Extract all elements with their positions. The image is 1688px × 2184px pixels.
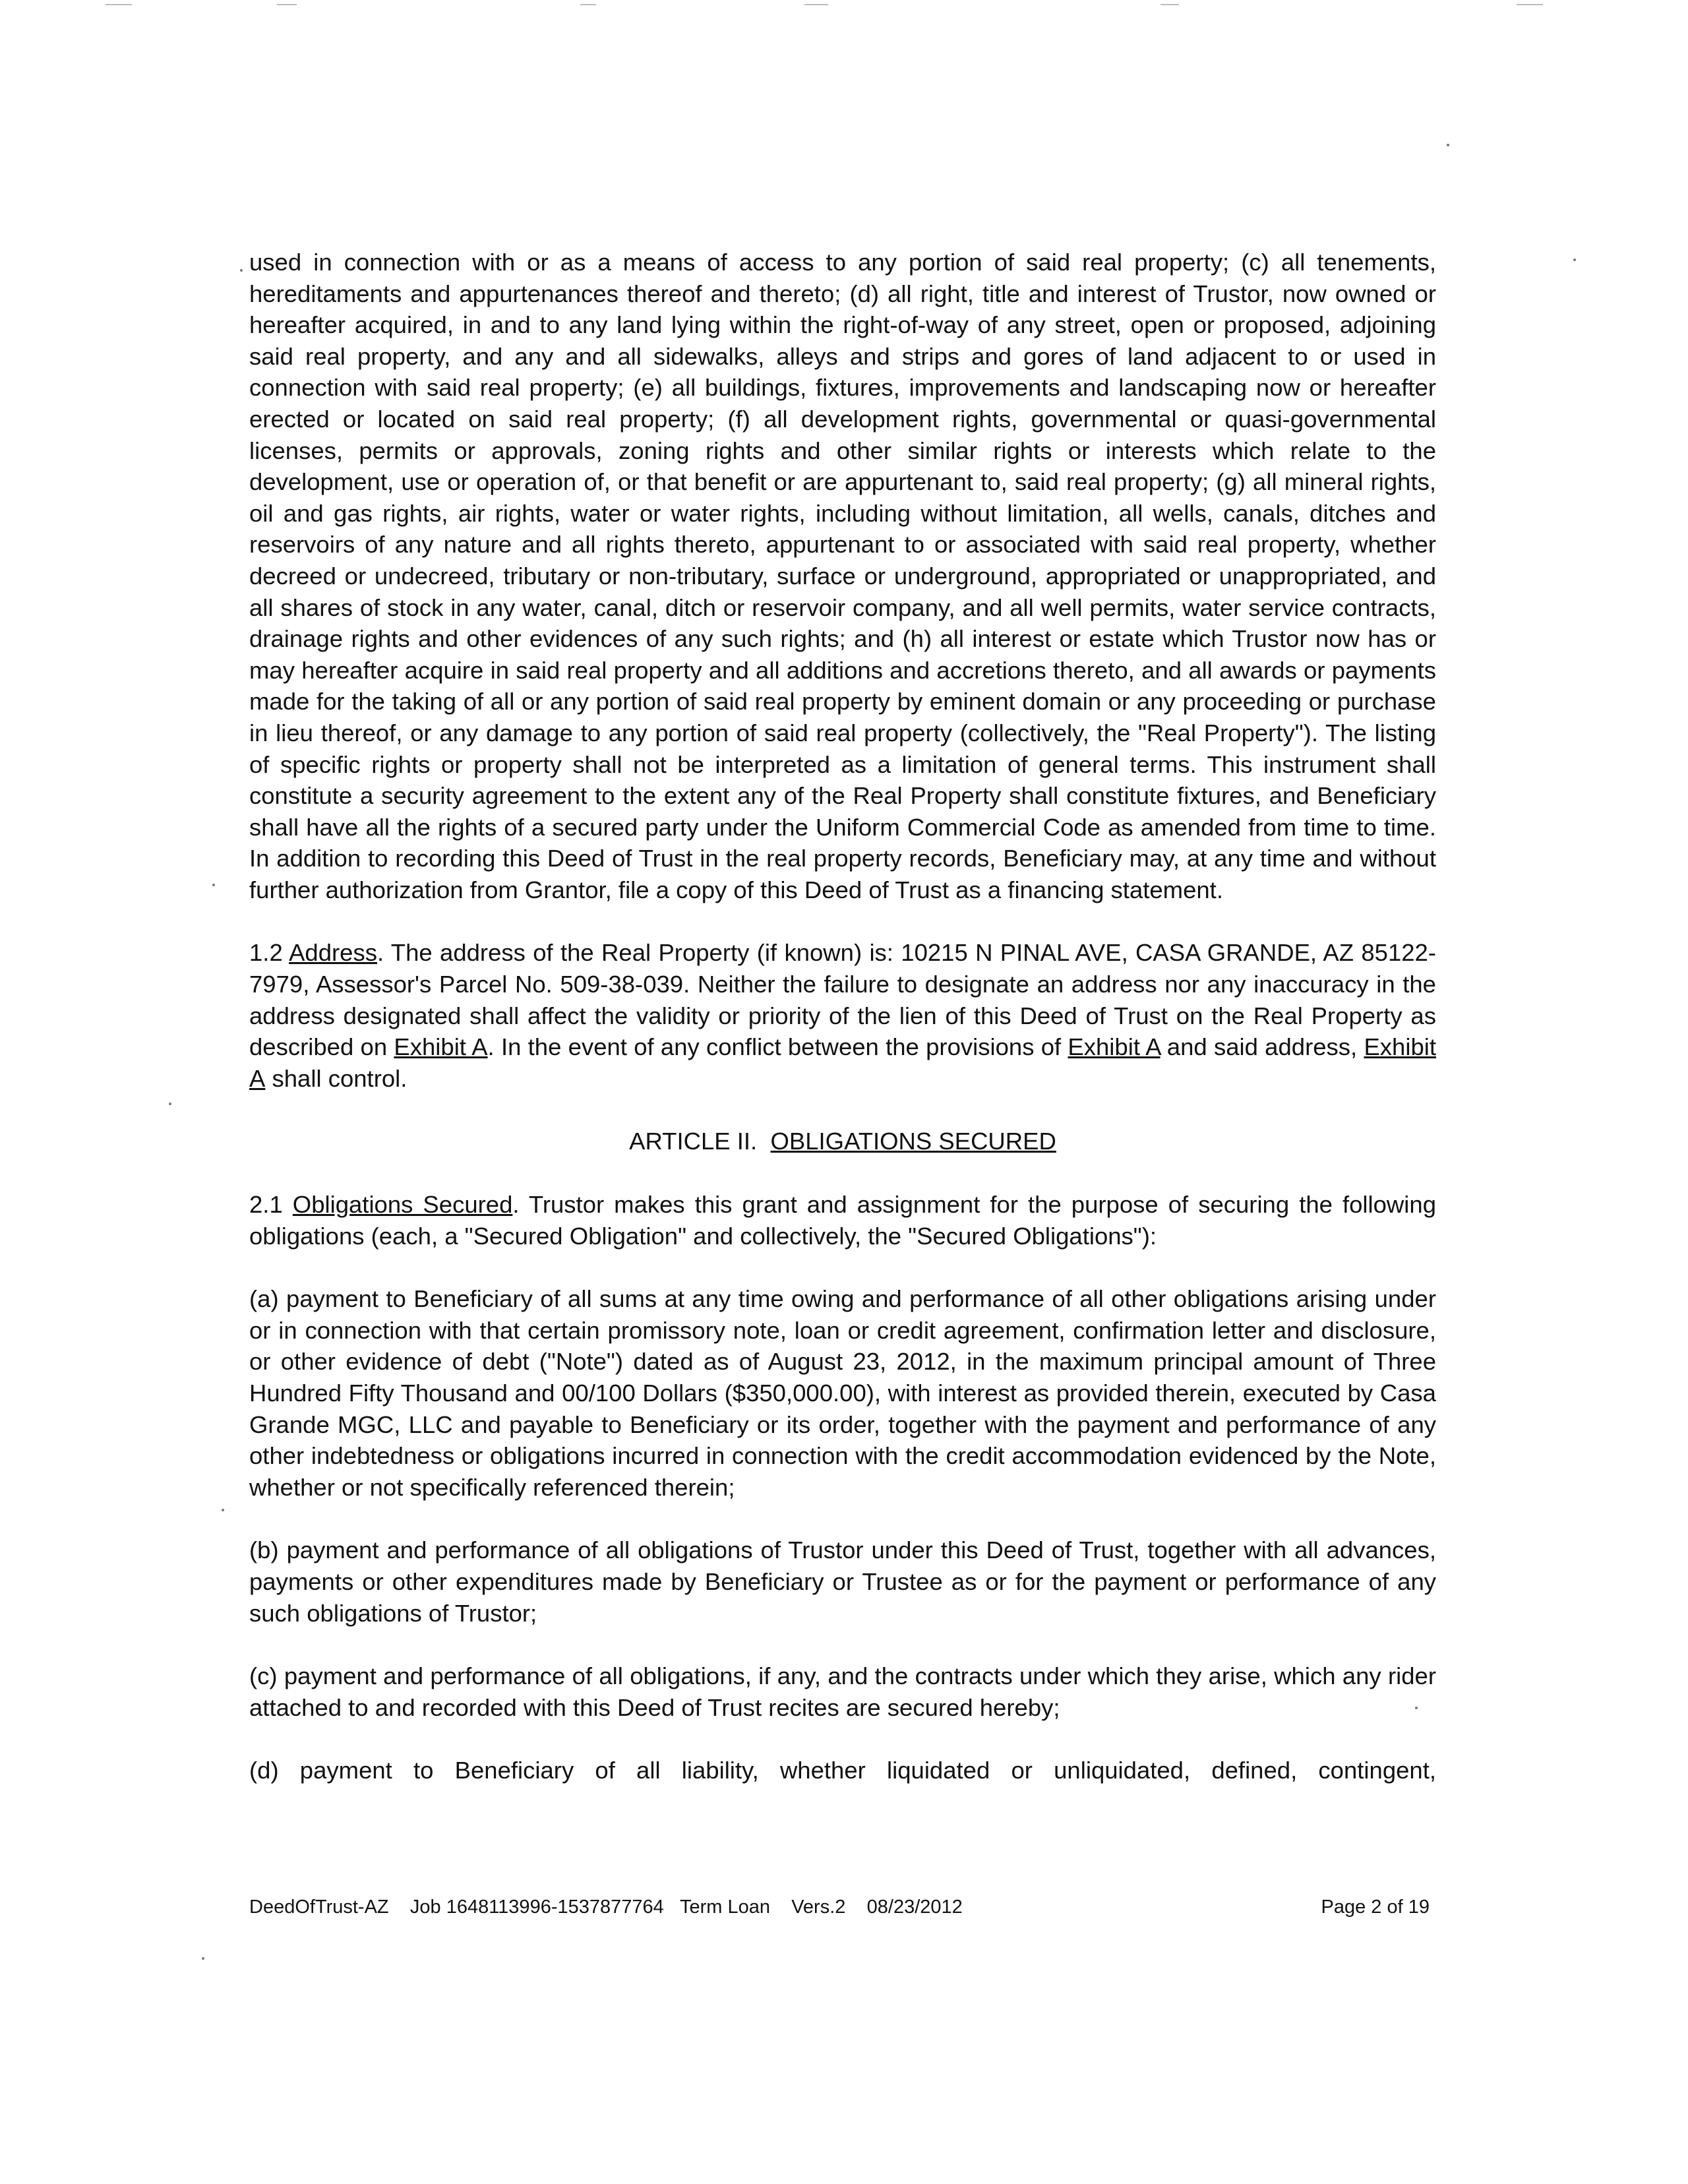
section-text: . In the event of any conflict between the provisions of xyxy=(487,1033,1068,1061)
article-heading xyxy=(249,1126,1436,1157)
scan-speck xyxy=(222,1509,224,1511)
section-number: 2.1 xyxy=(249,1191,283,1219)
section-title: Obligations Secured xyxy=(292,1191,513,1219)
obligation-item-d: (d) payment to Beneficiary of all liability, whether liquidated or unliquidated, defined, contingent, xyxy=(249,1757,1436,1784)
exhibit-a-reference: Exhibit A xyxy=(249,1033,1436,1092)
exhibit-a-reference: Exhibit A xyxy=(1068,1033,1160,1061)
footer-loan-type: Term Loan xyxy=(679,1896,770,1918)
footer-date: 08/23/2012 xyxy=(866,1896,963,1918)
scan-artifact xyxy=(580,4,596,5)
exhibit-a-reference: Exhibit A xyxy=(394,1033,488,1061)
footer-form-name: DeedOfTrust-AZ xyxy=(249,1896,389,1918)
scan-speck xyxy=(1573,258,1576,261)
section-title: Address xyxy=(289,939,377,967)
article-prefix: ARTICLE II. xyxy=(629,1128,758,1155)
section-1-2-address xyxy=(249,937,1436,1094)
scan-speck xyxy=(202,1957,204,1960)
article-title: OBLIGATIONS SECURED xyxy=(770,1128,1056,1155)
scan-artifact xyxy=(277,4,297,5)
obligation-item-c: (c) payment and performance of all obligations, if any, and the contracts under which they arise, which any rider attached to and recorded with this Deed of Trust recites are secured hereby; xyxy=(249,1662,1436,1721)
scan-speck xyxy=(240,269,243,272)
footer-job: Job 1648113996-1537877764 xyxy=(409,1896,664,1918)
scan-artifact xyxy=(106,4,132,5)
footer-page-number: Page 2 of 19 xyxy=(1321,1896,1430,1918)
section-number: 1.2 xyxy=(249,939,283,967)
footer-document-info xyxy=(249,1896,963,1918)
scan-artifact xyxy=(1160,4,1179,5)
continuation-paragraph: used in connection with or as a means of access to any portion of said real property; (c) all tenements, hereditaments and appurtenances thereof and thereto; (d) all right, title and interest of Trustor, now owned or hereafter acquired, in and to any land lying within the right-of-way of any street, open or proposed, adjoining said real property, and any and all sidewalks, alleys and strips and gores of land adjacent to or used in connection with said real property; (e) all buildings, fixtures, improvements and landscaping now or hereafter erected or located on said real property; (f) all development rights, governmental or quasi-governmental licenses, permits or approvals, zoning rights and other similar rights or interests which relate to the development, use or operation of, or that benefit or are appurtenant to, said real property; (g) all mineral rights, oil and gas rights, air rights, water or water rights, including without limitation, all wells, canals, ditches and reservoirs of any nature and all rights thereto, appurtenant to or associated with said real property, whether decreed or undecreed, tributary or non-tributary, surface or underground, appropriated or unappropriated, and all shares of stock in any water, canal, ditch or reservoir company, and all well permits, water service contracts, drainage rights and other evidences of any such rights; and (h) all interest or estate which Trustor now has or may hereafter acquire in said real property and all additions and accretions thereto, and all awards or payments made for the taking of all or any portion of said real property by eminent domain or any proceeding or purchase in lieu thereof, or any damage to any portion of said real property (collectively, the "Real Property"). The listing of specific rights or property shall not be interpreted as a limitation of general terms. This instrument shall constitute a security agreement to the extent any of the Real Property shall constitute fixtures, and Beneficiary shall have all the rights of a secured party under the Uniform Commercial Code as amended from time to time. In addition to recording this Deed of Trust in the real property records, Beneficiary may, at any time and without further authorization from Grantor, file a copy of this Deed of Trust as a financing statement. xyxy=(249,249,1436,903)
obligation-item-b: (b) payment and performance of all obligations of Trustor under this Deed of Trust, together with all advances, payments or other expenditures made by Beneficiary or Trustee as or for the payment or performance of any such obligations of Trustor; xyxy=(249,1536,1436,1627)
document-body xyxy=(249,247,1436,1818)
footer-version: Vers.2 xyxy=(791,1896,846,1918)
section-text: shall control. xyxy=(265,1064,407,1092)
section-text: and said address, xyxy=(1160,1033,1364,1061)
scan-speck xyxy=(169,1103,171,1105)
section-text: . Trustor makes this grant and assignment for the purpose of securing the following obligations (each, a "Secured Obligation" and collectively, the "Secured Obligations"): xyxy=(249,1191,1436,1250)
scan-speck xyxy=(212,884,215,886)
scan-speck xyxy=(1447,144,1449,146)
section-2-1-obligations xyxy=(249,1189,1436,1252)
obligation-item-a: (a) payment to Beneficiary of all sums at any time owing and performance of all other obligations arising under or in connection with that certain promissory note, loan or credit agreement, confirmation letter and disclosure, or other evidence of debt ("Note") dated as of August 23, 2012, in the maximum principal amount of Three Hundred Fifty Thousand and 00/100 Dollars ($350,000.00), with interest as provided therein, executed by Casa Grande MGC, LLC and payable to Beneficiary or its order, together with the payment and performance of any other indebtedness or obligations incurred in connection with the credit accommodation evidenced by the Note, whether or not specifically referenced therein; xyxy=(249,1285,1436,1501)
scan-artifact xyxy=(1517,4,1543,5)
page-footer xyxy=(249,1896,1430,1984)
section-text: . The address of the Real Property (if known) is: 10215 N PINAL AVE, CASA GRANDE, AZ 85122-7979, Assessor's Parcel No. 509-38-039. Neither the failure to designate an address nor any inaccuracy in the address designated shall affect the validity or priority of the lien of this Deed of Trust on the Real Property as described on xyxy=(249,939,1436,1061)
scan-artifact xyxy=(804,4,828,5)
